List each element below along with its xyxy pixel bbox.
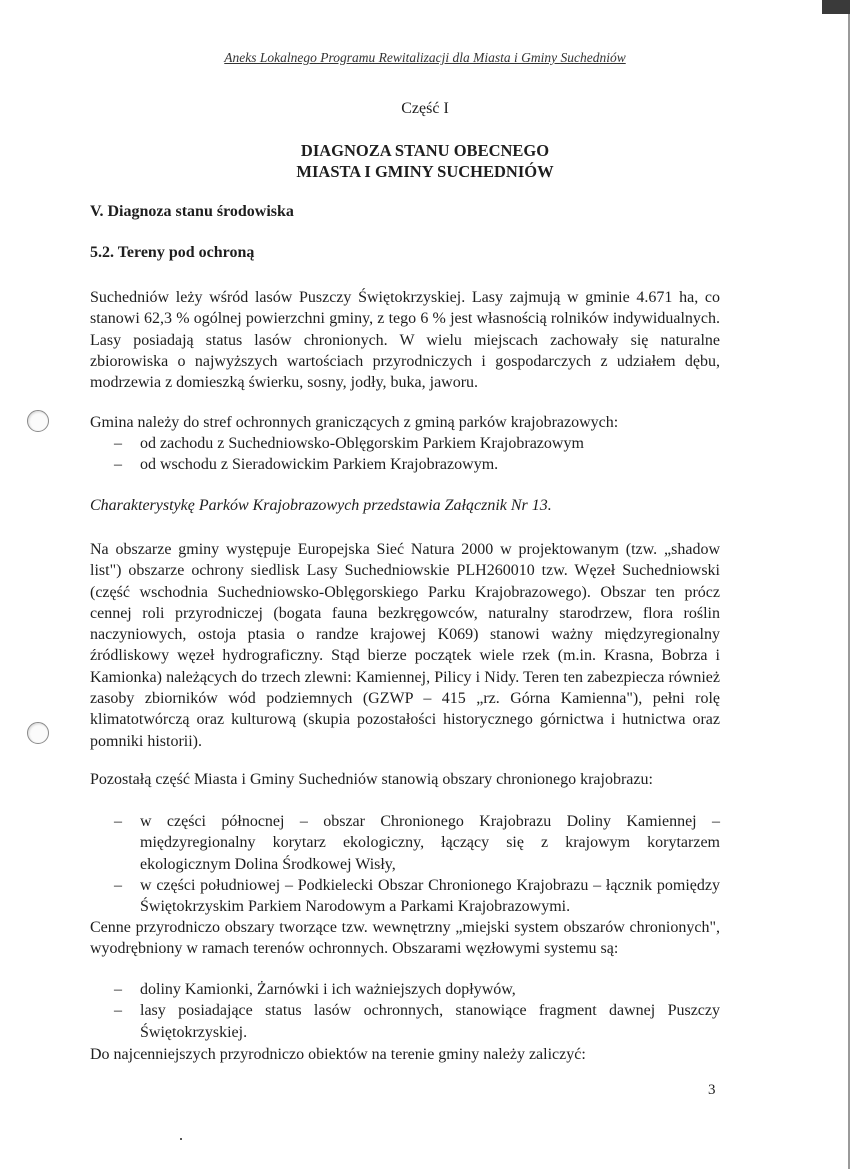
punch-hole-icon	[27, 722, 49, 744]
part-label: Część I	[401, 100, 449, 117]
paragraph-valuable-objects: Do najcenniejszych przyrodniczo obiektów na terenie gminy należy zaliczyć:	[90, 1046, 586, 1063]
paragraph-protection-zones: Gmina należy do stref ochronnych graniczących z gminą parków krajobrazowych:	[90, 414, 619, 431]
paragraph-forests: Suchedniów leży wśród lasów Puszczy Świętokrzyskiej. Lasy zajmują w gminie 4.671 ha, co stanowi 62,3 % ogólnej powierzchni gminy, z tego 6 % jest własnością rolników indywidualnych. Lasy posiadają status lasów chronionych. W wielu miejscach zachowały się naturalne zbiorowiska o najwyższych wartościach przyrodniczych i gospodarczych z udziałem dębu, modrzewia z domieszką świerku, sosny, jodły, buka, jaworu.	[90, 289, 720, 392]
list-protected-landscape-areas	[90, 811, 720, 917]
list-item: – lasy posiadające status lasów ochronnych, stanowiące fragment dawnej Puszczy Świętokrzyskiej.	[90, 1000, 720, 1043]
page-number: 3	[708, 1082, 716, 1098]
list-item: – od zachodu z Suchedniowsko-Oblęgorskim Parkiem Krajobrazowym	[90, 433, 720, 454]
scan-top-edge	[0, 0, 850, 10]
punch-hole-icon	[27, 410, 49, 432]
main-title	[0, 140, 850, 182]
paragraph-protected-landscape: Pozostałą część Miasta i Gminy Suchedniów stanowią obszary chronionego krajobrazu:	[90, 771, 653, 788]
list-item: – doliny Kamionki, Żarnówki i ich ważniejszych dopływów,	[90, 979, 720, 1000]
list-item: – w części południowej – Podkielecki Obszar Chronionego Krajobrazu – łącznik pomiędzy Świętokrzyskim Parkiem Narodowym a Parkami Krajobrazowymi.	[90, 875, 720, 918]
main-title-line-2: MIASTA I GMINY SUCHEDNIÓW	[296, 162, 554, 181]
main-title-line-1: DIAGNOZA STANU OBECNEGO	[300, 141, 550, 160]
chapter-heading: V. Diagnoza stanu środowiska	[90, 203, 294, 220]
annex-reference: Charakterystykę Parków Krajobrazowych przedstawia Załącznik Nr 13.	[90, 497, 552, 514]
list-node-areas	[90, 979, 720, 1043]
paragraph-natura-2000: Na obszarze gminy występuje Europejska Sieć Natura 2000 w projektowanym (tzw. „shadow list") obszarze ochrony siedlisk Lasy Suchedniowskie PLH260010 tzw. Węzeł Suchedniowski (część wschodnia Suchedniowsko-Oblęgorskiego Parku Krajobrazowego). Obszar ten prócz cennej roli przyrodniczej (bogata fauna bezkręgowców, naturalny starodrzew, flora roślin naczyniowych, ostoja ptasia o randze krajowej K069) stanowi ważny międzyregionalny źródliskowy węzeł hydrograficzny. Stąd bierze początek wiele rzek (m.in. Krasna, Bobrza i Kamionka) należących do trzech zlewni: Kamiennej, Pilicy i Nidy. Teren ten zabezpiecza również zasoby zbiorników wód podziemnych (GZWP – 415 „rz. Górna Kamienna"), pełni rolę klimatotwórczą oraz kulturową (skupia pozostałości historycznego górnictwa i hutnictwa oraz pomniki historii).	[90, 541, 720, 750]
paragraph-city-system: Cenne przyrodniczo obszary tworzące tzw. wewnętrzny „miejski system obszarów chronionych", wyodrębniony w ramach terenów ochronnych. Obszarami węzłowymi systemu są:	[90, 919, 720, 958]
running-header: Aneks Lokalnego Programu Rewitalizacji dla Miasta i Gminy Suchedniów	[224, 50, 626, 65]
subsection-heading: 5.2. Tereny pod ochroną	[90, 244, 255, 261]
scan-corner-shadow	[822, 0, 850, 14]
list-item: – od wschodu z Sieradowickim Parkiem Krajobrazowym.	[90, 454, 720, 475]
scan-speck	[180, 1138, 182, 1140]
list-item: – w części północnej – obszar Chronionego Krajobrazu Doliny Kamiennej – międzyregionalny korytarz ekologiczny, łączący się z krajowym korytarzem ekologicznym Dolina Środkowej Wisły,	[90, 811, 720, 875]
list-landscape-parks	[90, 433, 720, 476]
